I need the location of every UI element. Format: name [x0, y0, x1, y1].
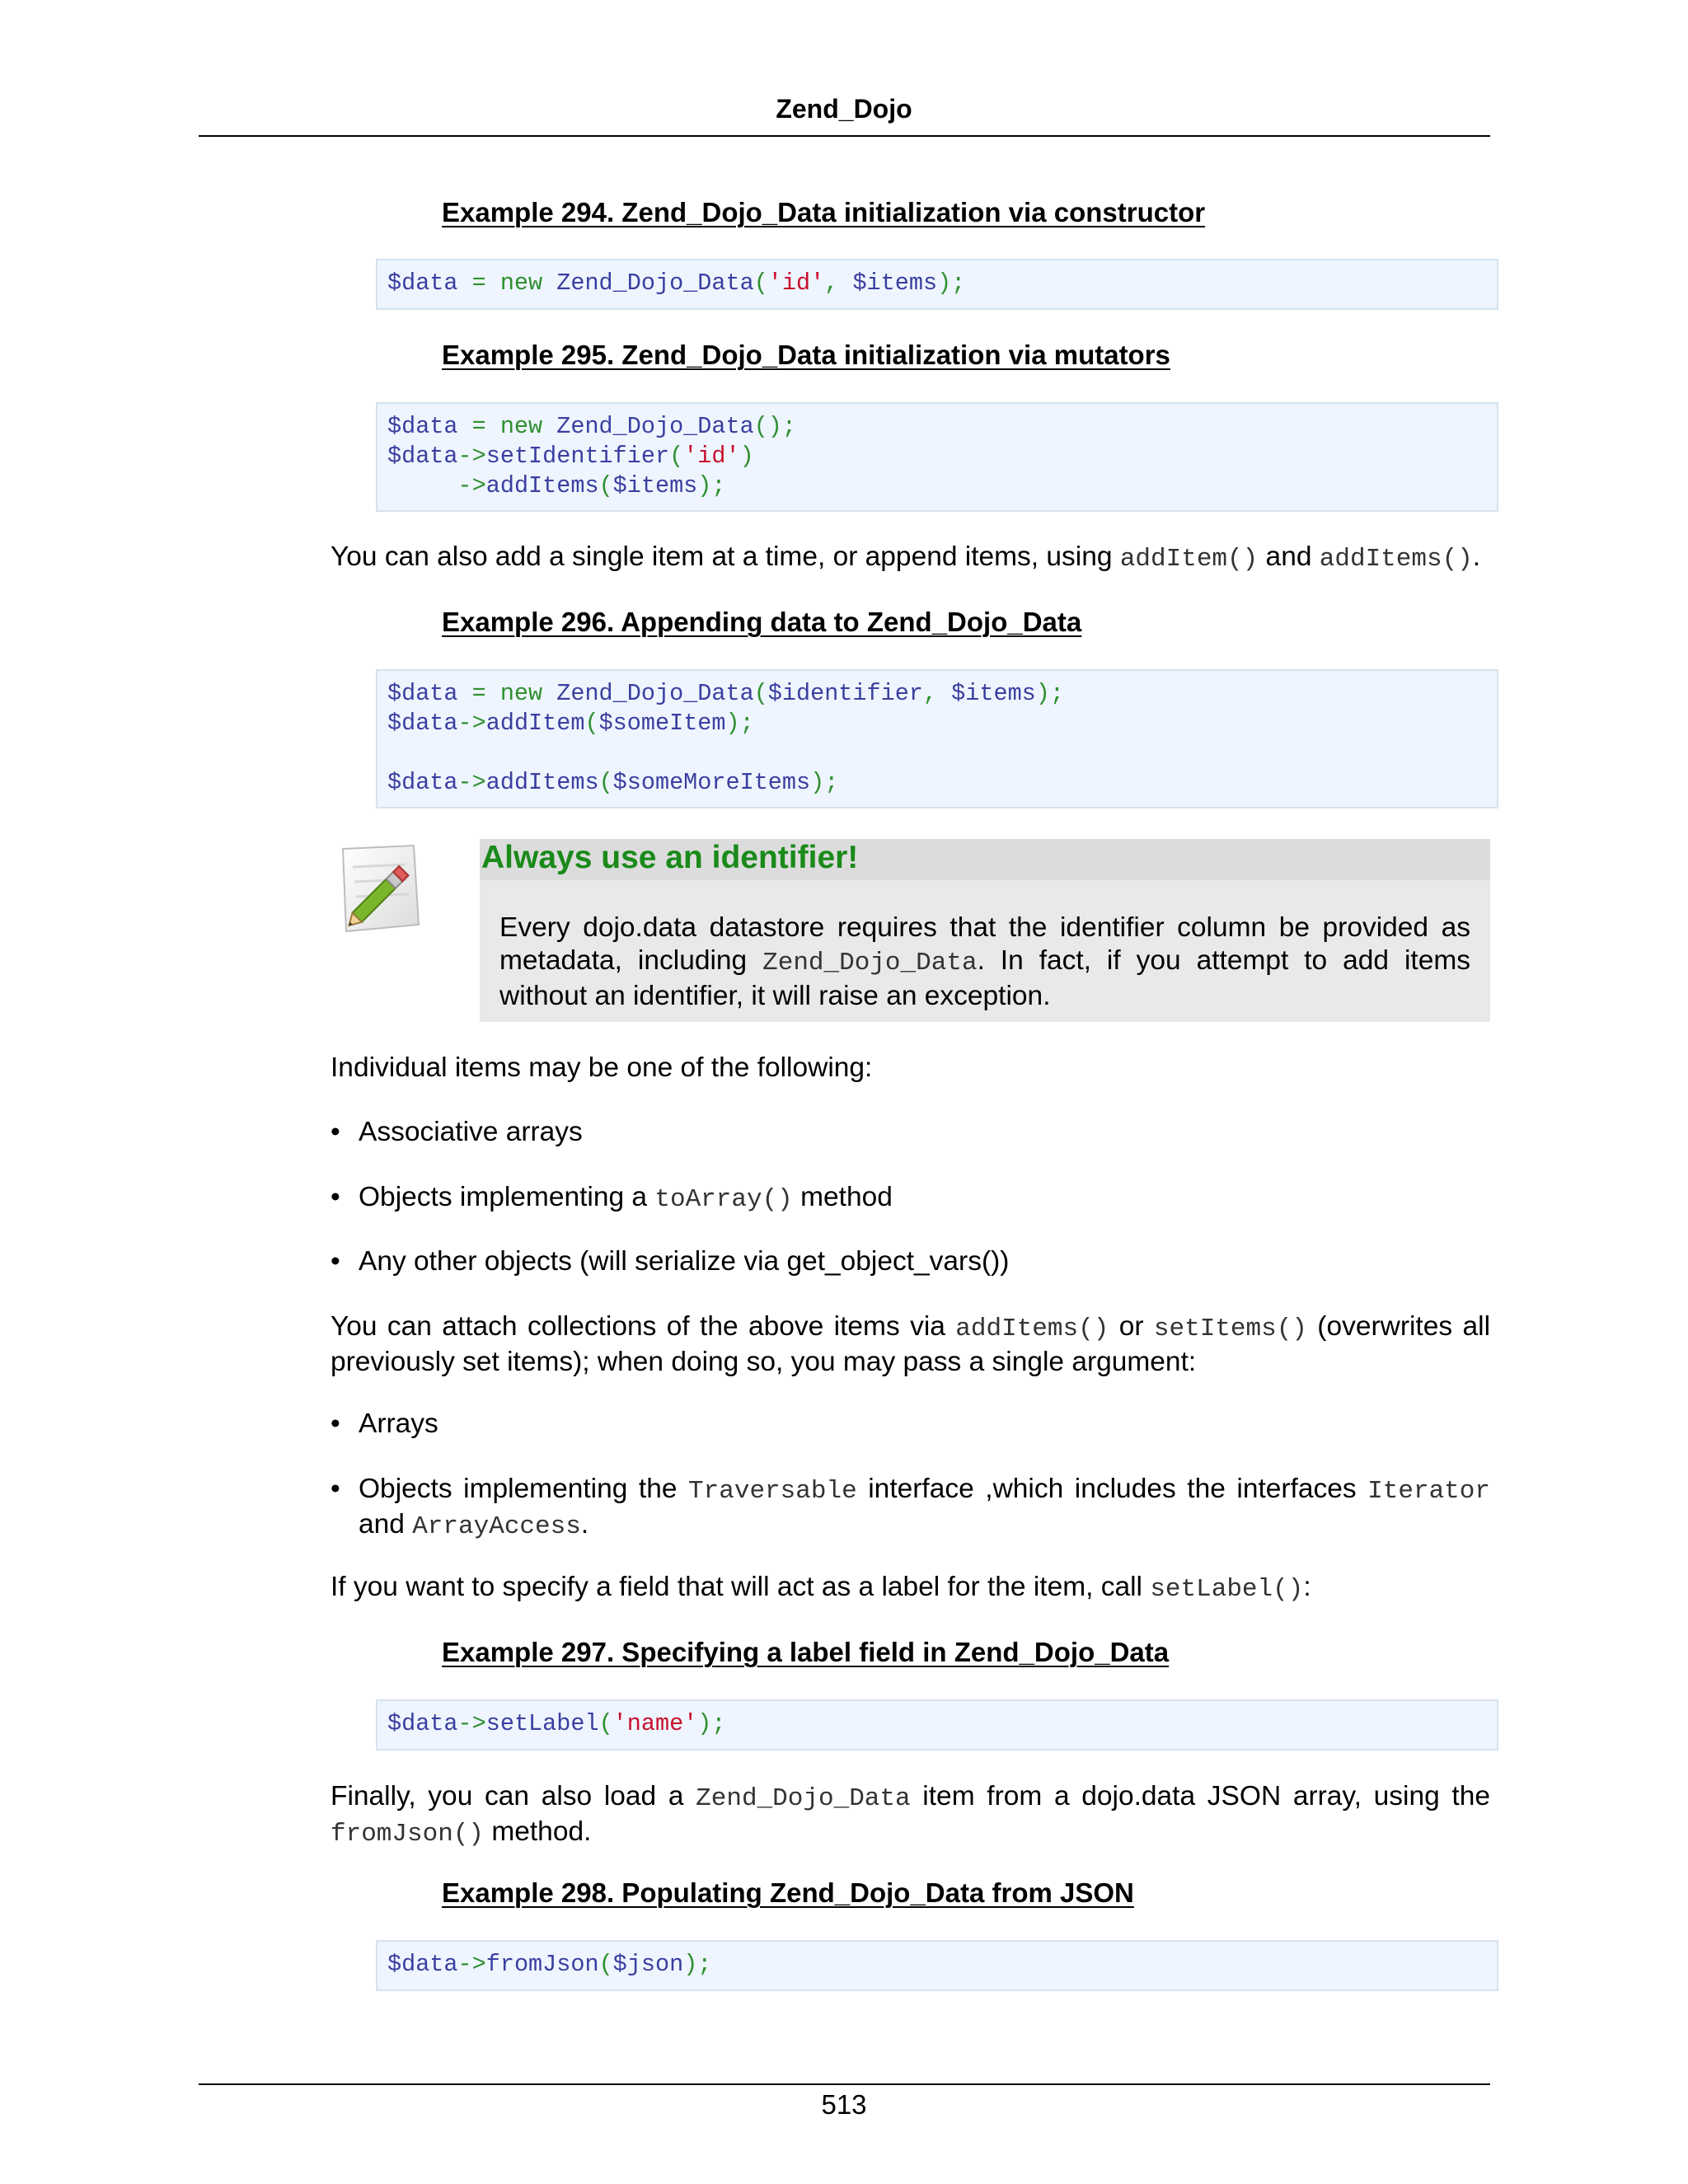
example-298-title: Example 298. Populating Zend_Dojo_Data from JSON	[442, 1877, 1134, 1908]
example-297-title: Example 297. Specifying a label field in Zend_Dojo_Data	[442, 1637, 1170, 1667]
paragraph-individual-items: Individual items may be one of the following:	[331, 1052, 873, 1083]
example-294-title: Example 294. Zend_Dojo_Data initialization via constructor	[442, 197, 1206, 227]
footer-rule	[199, 2083, 1490, 2085]
example-296-title: Example 296. Appending data to Zend_Dojo_Data	[442, 607, 1082, 637]
note-title: Always use an identifier!	[480, 839, 1490, 880]
note-body: Every dojo.data datastore requires that the identifier column be provided as metadata, including Zend_Dojo_Data. In fact, if you attempt to add items without an identifier, it will raise an exception.	[499, 912, 1470, 1011]
note-box	[480, 839, 1490, 1022]
example-295-title: Example 295. Zend_Dojo_Data initialization via mutators	[442, 340, 1170, 370]
paragraph-add-items: You can also add a single item at a time, or append items, using addItem() and addItems().	[331, 541, 1481, 574]
example-297-code: $data->setLabel('name');	[376, 1699, 1498, 1750]
example-298-code: $data->fromJson($json);	[376, 1940, 1498, 1991]
note-pencil-icon	[336, 842, 427, 938]
page-header-title: Zend_Dojo	[776, 94, 912, 124]
paragraph-from-json: Finally, you can also load a Zend_Dojo_Data item from a dojo.data JSON array, using the fromJson() method.	[331, 1781, 1490, 1849]
header-rule	[199, 135, 1490, 137]
page-number: 513	[821, 2089, 867, 2120]
example-296-code: $data = new Zend_Dojo_Data($identifier, $items); $data->addItem($someItem); $data->addItems($someMoreItems);	[376, 669, 1498, 808]
paragraph-set-label: If you want to specify a field that will act as a label for the item, call setLabel():	[331, 1572, 1311, 1604]
example-294-code: $data = new Zend_Dojo_Data('id', $items);	[376, 259, 1498, 310]
paragraph-attach-collections: You can attach collections of the above items via addItems() or setItems() (overwrites all previously set items); when doing so, you may pass a single argument:	[331, 1311, 1491, 1377]
example-295-code: $data = new Zend_Dojo_Data(); $data->setIdentifier('id') ->addItems($items);	[376, 402, 1498, 512]
